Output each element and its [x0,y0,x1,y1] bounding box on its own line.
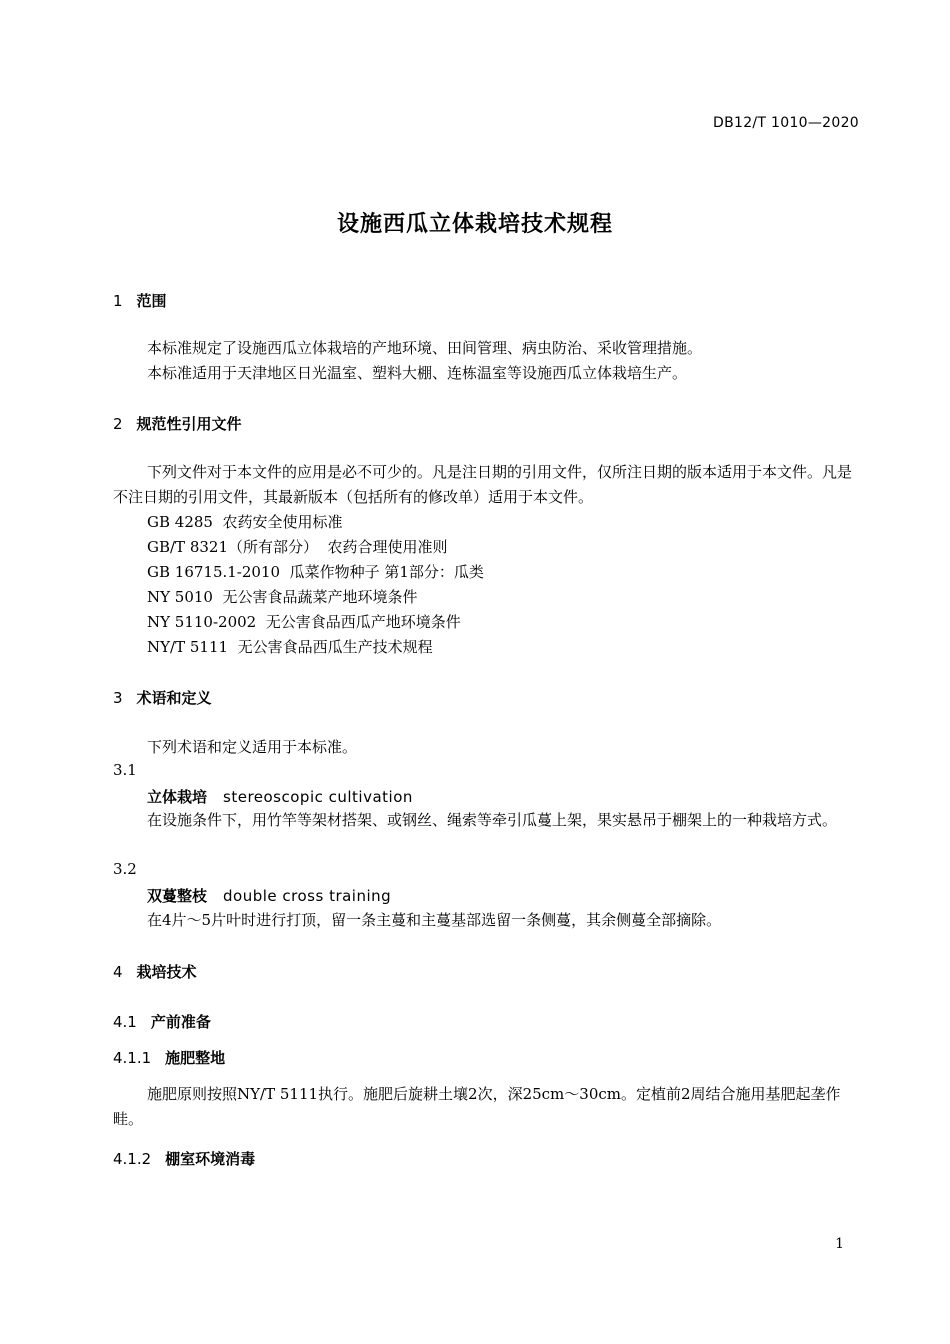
term-chinese: 立体栽培 [147,788,208,806]
subsection-4-1-1-heading [113,1047,225,1068]
scope-paragraph-1: 本标准规定了设施西瓜立体栽培的产地环境、田间管理、病虫防治、采收管理措施。 [147,339,703,357]
section-title: 产前准备 [150,1013,211,1031]
term-number: 3.1 [113,761,137,779]
section-number: 4.1.2 [113,1150,152,1168]
term-english: stereoscopic cultivation [223,788,413,806]
section-title: 术语和定义 [136,689,212,707]
section-number: 4.1 [113,1013,137,1031]
section-number: 1 [113,292,123,310]
references-intro: 下列文件对于本文件的应用是必不可少的。凡是注日期的引用文件，仅所注日期的版本适用于本文件。凡是不注日期的引用文件，其最新版本（包括所有的修改单）适用于本文件。 [113,463,853,506]
scope-paragraph-2: 本标准适用于天津地区日光温室、塑料大棚、连栋温室等设施西瓜立体栽培生产。 [147,364,688,382]
section-3-heading [113,687,212,708]
section-title: 范围 [136,292,167,310]
term-entry [147,786,413,807]
term-definition: 在4片～5片叶时进行打顶，留一条主蔓和主蔓基部选留一条侧蔓，其余侧蔓全部摘除。 [147,911,722,929]
section-title: 栽培技术 [136,963,197,981]
section-4-heading [113,961,197,982]
term-chinese: 双蔓整枝 [147,887,208,905]
reference-item: NY/T 5111 无公害食品西瓜生产技术规程 [147,638,433,656]
terms-intro: 下列术语和定义适用于本标准。 [147,738,358,756]
reference-item: GB/T 8321（所有部分） 农药合理使用准则 [147,538,448,556]
page-number: 1 [835,1236,844,1252]
reference-item: NY 5010 无公害食品蔬菜产地环境条件 [147,588,418,606]
reference-item: GB 16715.1-2010 瓜菜作物种子 第1部分：瓜类 [147,563,484,581]
section-number: 3 [113,689,123,707]
subsection-4-1-heading [113,1011,211,1032]
term-english: double cross training [223,887,392,905]
section-number: 2 [113,415,123,433]
section-title: 施肥整地 [165,1049,226,1067]
section-2-heading [113,413,242,434]
section-title: 棚室环境消毒 [165,1150,256,1168]
reference-item: GB 4285 农药安全使用标准 [147,513,343,531]
section-number: 4 [113,963,123,981]
document-title: 设施西瓜立体栽培技术规程 [336,212,613,237]
fertilization-paragraph: 施肥原则按照NY/T 5111执行。施肥后旋耕土壤2次，深25cm～30cm。定植前2周结合施用基肥起垄作畦。 [113,1085,841,1128]
term-number: 3.2 [113,860,137,878]
document-code: DB12/T 1010—2020 [713,115,859,131]
term-definition: 在设施条件下，用竹竿等架材搭架、或钢丝、绳索等牵引瓜蔓上架，果实悬吊于棚架上的一种栽培方式。 [147,811,838,829]
subsection-4-1-2-heading [113,1148,255,1169]
section-title: 规范性引用文件 [136,415,242,433]
reference-item: NY 5110-2002 无公害食品西瓜产地环境条件 [147,613,461,631]
section-number: 4.1.1 [113,1049,152,1067]
section-1-heading [113,290,167,311]
term-entry [147,885,391,906]
